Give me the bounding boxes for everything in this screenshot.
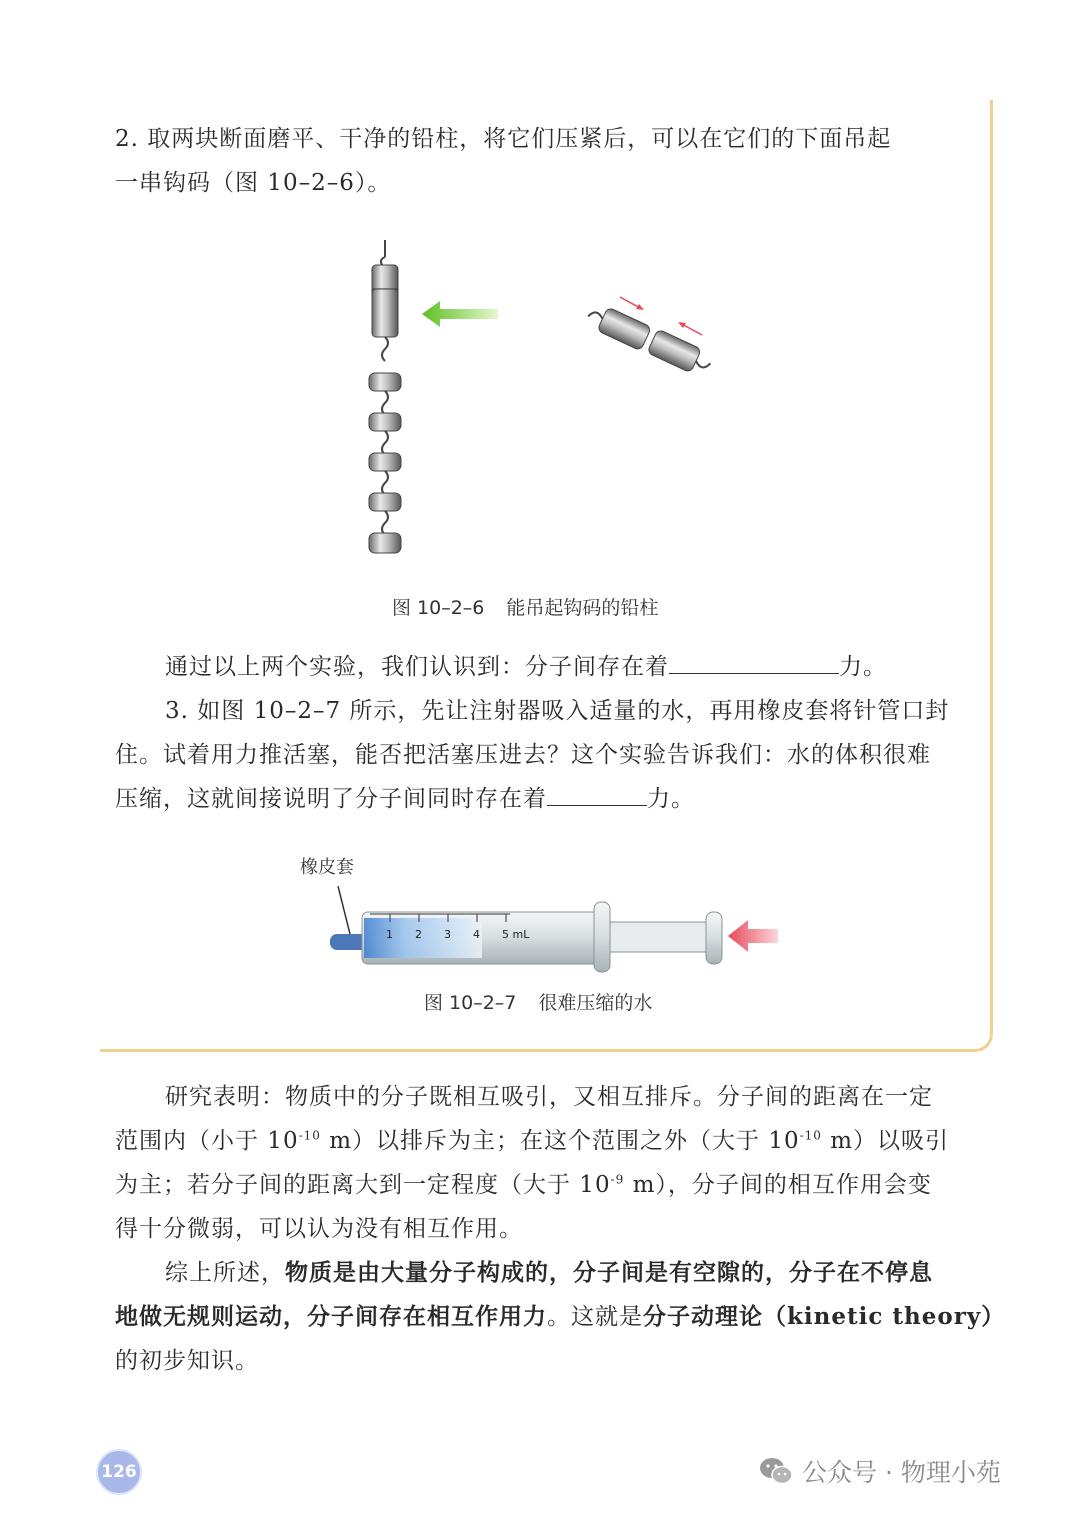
para1-line3: 为主；若分子间的距离大到一定程度（大于 $10^{-9}$ m），分子间的相互作用会变 — [115, 1172, 932, 1198]
conclusion-text: 通过以上两个实验，我们认识到：分子间存在着 — [165, 654, 669, 680]
figure-7-number: 图 10–2–7 — [424, 992, 517, 1014]
watermark-text: 公众号 · 物理小苑 — [802, 1458, 1001, 1487]
item2-line2: 一串钩码（图 10–2–6）。 — [115, 170, 392, 196]
para2-line1: 综上所述，物质是由大量分子构成的，分子间是有空隙的，分子在不停息 — [165, 1259, 933, 1286]
para2-line2: 地做无规则运动，分子间存在相互作用力。这就是分子动理论（kinetic theory） — [115, 1303, 1006, 1330]
figure-7-caption — [424, 988, 652, 1015]
para1-line4: 得十分微弱，可以认为没有相互作用。 — [115, 1216, 523, 1242]
conclusion-line — [165, 645, 1025, 689]
tick-label-2: 2 — [415, 928, 422, 941]
item3-line3 — [115, 777, 975, 821]
item3-line3-text: 压缩，这就间接说明了分子间同时存在着 — [115, 786, 547, 812]
tick-label-3: 3 — [444, 928, 451, 941]
figure-6-title: 能吊起钩码的铅柱 — [506, 597, 659, 619]
figure-lead-cylinders — [340, 235, 740, 575]
volume-label: 5 mL — [502, 928, 530, 941]
wechat-icon — [758, 1456, 794, 1486]
answer-blank-2[interactable] — [547, 779, 647, 806]
para2-line3: 的初步知识。 — [115, 1348, 259, 1374]
item3-line2: 住。试着用力推活塞，能否把活塞压进去？这个实验告诉我们：水的体积很难 — [115, 742, 931, 768]
conclusion-suffix: 力。 — [839, 654, 887, 680]
rubber-cap-label: 橡皮套 — [300, 857, 354, 878]
item2-line1: 2. 取两块断面磨平、干净的铅柱，将它们压紧后，可以在它们的下面吊起 — [115, 126, 892, 152]
item3-line1: 3. 如图 10–2–7 所示，先让注射器吸入适量的水，再用橡皮套将针管口封 — [165, 698, 950, 724]
figure-7-title: 很难压缩的水 — [538, 992, 653, 1014]
item3-line3-suffix: 力。 — [647, 786, 695, 812]
answer-blank-1[interactable] — [669, 647, 839, 674]
figure-6-number: 图 10–2–6 — [392, 597, 485, 619]
tick-label-4: 4 — [473, 928, 480, 941]
page-number-badge: 126 — [96, 1449, 142, 1495]
figure-6-caption — [392, 593, 658, 620]
para1-line2: 范围内（小于 $10^{-10}$ m）以排斥为主；在这个范围之外（大于 $10^{-10}$ m）以吸引 — [115, 1128, 950, 1154]
para1-line1: 研究表明：物质中的分子既相互吸引，又相互排斥。分子间的距离在一定 — [165, 1084, 933, 1110]
tick-label-1: 1 — [386, 928, 393, 941]
watermark — [758, 1453, 1001, 1489]
figure-syringe — [320, 876, 790, 976]
